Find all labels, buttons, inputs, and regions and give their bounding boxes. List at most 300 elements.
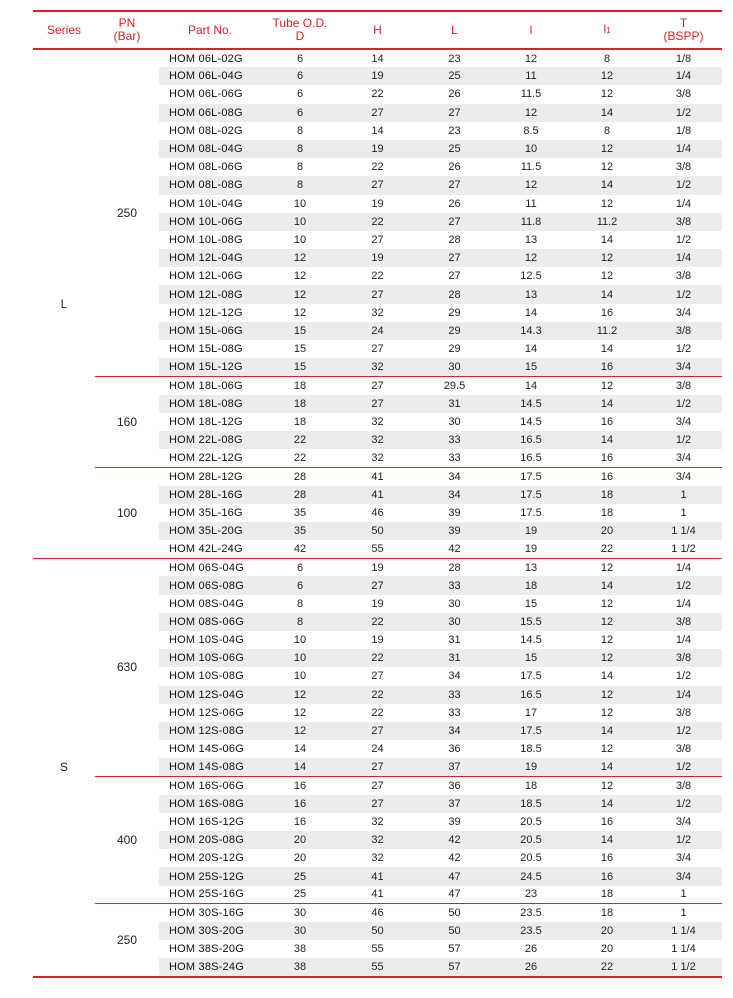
header-l: L bbox=[416, 11, 493, 49]
header-tube-od: Tube O.D. D bbox=[261, 11, 339, 49]
series-label: S bbox=[33, 558, 95, 976]
l-value: 29 bbox=[448, 343, 461, 356]
h-value: 32 bbox=[339, 431, 416, 449]
h-value: 27 bbox=[339, 104, 416, 122]
i-value: 23.5 bbox=[493, 922, 569, 940]
table-header bbox=[33, 11, 722, 49]
l-value: 23 bbox=[448, 124, 461, 137]
i-value: 14.3 bbox=[493, 322, 569, 340]
t-bspp-value: 3/4 bbox=[645, 358, 722, 376]
tube-od-value: 8 bbox=[261, 140, 339, 158]
l-value: 39 bbox=[448, 506, 461, 519]
tube-od-value: 18 bbox=[261, 376, 339, 394]
tube-od-value: 35 bbox=[293, 506, 307, 519]
i-value: 11 bbox=[525, 197, 537, 210]
i-value: 17.5 bbox=[493, 486, 569, 504]
i-value: 11.8 bbox=[493, 213, 569, 231]
part-number: HOM 14S-08G bbox=[159, 758, 261, 776]
t-bspp-value: 1 bbox=[645, 486, 722, 504]
tube-od-value: 6 bbox=[296, 52, 304, 65]
tube-od-value: 38 bbox=[261, 958, 339, 976]
header-i: l bbox=[493, 11, 569, 49]
l-value: 27 bbox=[416, 213, 493, 231]
h-value: 50 bbox=[339, 522, 416, 540]
t-bspp-value: 1 1/4 bbox=[645, 922, 722, 940]
i-value: 12 bbox=[493, 176, 569, 194]
part-number: HOM 18L-08G bbox=[159, 395, 261, 413]
i1-value: 16 bbox=[569, 358, 645, 376]
t-bspp-value: 1/4 bbox=[645, 67, 722, 85]
series-label: L bbox=[33, 49, 95, 558]
tube-od-value: 16 bbox=[293, 815, 307, 828]
part-number: HOM 08L-02G bbox=[169, 124, 243, 137]
i1-value: 22 bbox=[569, 958, 645, 976]
l-value: 34 bbox=[416, 486, 493, 504]
h-value: 19 bbox=[371, 597, 384, 610]
part-number: HOM 16S-08G bbox=[159, 795, 261, 813]
l-value: 27 bbox=[448, 270, 461, 283]
h-value: 27 bbox=[371, 670, 384, 683]
i-value: 26 bbox=[524, 943, 538, 956]
header-series: Series bbox=[33, 11, 95, 49]
part-number: HOM 12S-04G bbox=[159, 686, 261, 704]
tube-od-value: 14 bbox=[261, 758, 339, 776]
tube-od-value: 8 bbox=[261, 613, 339, 631]
table-body bbox=[33, 49, 722, 977]
l-value: 42 bbox=[448, 542, 461, 555]
part-number: HOM 12L-06G bbox=[169, 270, 243, 283]
part-number: HOM 10L-04G bbox=[169, 197, 243, 210]
l-value: 29 bbox=[416, 322, 493, 340]
l-value: 28 bbox=[416, 285, 493, 303]
i1-value: 16 bbox=[600, 451, 614, 464]
h-value: 24 bbox=[339, 322, 416, 340]
i-value: 17.5 bbox=[493, 467, 569, 485]
l-value: 28 bbox=[448, 233, 461, 246]
part-number: HOM 10L-08G bbox=[169, 233, 243, 246]
i-value: 14.5 bbox=[520, 634, 542, 647]
i-value: 17.5 bbox=[520, 506, 542, 519]
i-value: 23 bbox=[524, 888, 538, 901]
tube-od-value: 8 bbox=[296, 124, 304, 137]
t-bspp-value: 1 1/4 bbox=[645, 522, 722, 540]
t-bspp-value: 1/2 bbox=[645, 758, 722, 776]
l-value: 30 bbox=[448, 597, 461, 610]
t-bspp-value: 1/2 bbox=[645, 285, 722, 303]
tube-od-value: 6 bbox=[261, 67, 339, 85]
i-value: 13 bbox=[493, 285, 569, 303]
h-value: 27 bbox=[339, 777, 416, 795]
h-value: 24 bbox=[371, 743, 384, 756]
l-value: 42 bbox=[416, 831, 493, 849]
h-value: 27 bbox=[339, 758, 416, 776]
h-value: 22 bbox=[371, 270, 384, 283]
h-value: 19 bbox=[371, 197, 384, 210]
tube-od-value: 18 bbox=[261, 395, 339, 413]
tube-od-value: 28 bbox=[261, 486, 339, 504]
h-value: 27 bbox=[339, 285, 416, 303]
tube-od-value: 12 bbox=[261, 722, 339, 740]
i1-value: 12 bbox=[600, 270, 614, 283]
tube-od-value: 12 bbox=[261, 249, 339, 267]
i-value: 20.5 bbox=[520, 852, 542, 865]
l-value: 30 bbox=[416, 613, 493, 631]
tube-od-value: 6 bbox=[261, 558, 339, 576]
h-value: 27 bbox=[339, 376, 416, 394]
i1-value: 14 bbox=[569, 576, 645, 594]
i-value: 17 bbox=[524, 706, 538, 719]
pn-bar-value: 250 bbox=[95, 904, 159, 977]
l-value: 23 bbox=[448, 52, 461, 65]
pn-bar-value: 160 bbox=[95, 376, 159, 467]
t-bspp-value: 3/8 bbox=[645, 376, 722, 394]
i1-value: 12 bbox=[600, 197, 614, 210]
part-number: HOM 22L-08G bbox=[159, 431, 261, 449]
fitting-spec-table bbox=[33, 10, 722, 978]
tube-od-value: 22 bbox=[261, 431, 339, 449]
h-value: 22 bbox=[339, 613, 416, 631]
h-value: 55 bbox=[339, 958, 416, 976]
t-bspp-value: 3/4 bbox=[675, 415, 692, 428]
i1-value: 12 bbox=[600, 161, 614, 174]
h-value: 46 bbox=[339, 904, 416, 922]
i-value: 15 bbox=[493, 358, 569, 376]
h-value: 19 bbox=[339, 249, 416, 267]
tube-od-value: 35 bbox=[261, 522, 339, 540]
i1-value: 14 bbox=[569, 831, 645, 849]
h-value: 27 bbox=[339, 395, 416, 413]
i1-value: 12 bbox=[569, 686, 645, 704]
i1-value: 14 bbox=[569, 758, 645, 776]
l-value: 34 bbox=[416, 467, 493, 485]
h-value: 27 bbox=[339, 576, 416, 594]
tube-od-value: 15 bbox=[293, 343, 307, 356]
tube-od-value: 12 bbox=[261, 285, 339, 303]
l-value: 25 bbox=[416, 67, 493, 85]
t-bspp-value: 1 1/2 bbox=[645, 958, 722, 976]
part-number: HOM 08S-06G bbox=[159, 613, 261, 631]
i1-value: 14 bbox=[600, 670, 614, 683]
i-value: 18.5 bbox=[520, 743, 542, 756]
l-value: 36 bbox=[448, 743, 461, 756]
h-value: 41 bbox=[339, 867, 416, 885]
t-bspp-value: 3/8 bbox=[645, 322, 722, 340]
tube-od-value: 30 bbox=[261, 904, 339, 922]
h-value: 22 bbox=[371, 161, 384, 174]
t-bspp-value: 1 1/2 bbox=[671, 542, 696, 555]
h-value: 32 bbox=[371, 415, 384, 428]
l-value: 31 bbox=[448, 634, 461, 647]
table-row bbox=[33, 558, 722, 576]
tube-od-value: 6 bbox=[296, 88, 304, 101]
i-value: 19 bbox=[524, 542, 538, 555]
h-value: 41 bbox=[339, 486, 416, 504]
header-i1: l1 bbox=[569, 11, 645, 49]
pn-bar-value: 630 bbox=[95, 558, 159, 776]
t-bspp-value: 3/8 bbox=[645, 613, 722, 631]
i-value: 13 bbox=[493, 558, 569, 576]
i1-value: 12 bbox=[600, 634, 614, 647]
l-value: 37 bbox=[416, 795, 493, 813]
i-value: 14.5 bbox=[493, 395, 569, 413]
l-value: 33 bbox=[416, 576, 493, 594]
i1-value: 18 bbox=[600, 506, 614, 519]
l-value: 25 bbox=[416, 140, 493, 158]
i-value: 13 bbox=[524, 233, 538, 246]
l-value: 27 bbox=[416, 176, 493, 194]
table-row bbox=[33, 777, 722, 795]
l-value: 34 bbox=[448, 670, 461, 683]
h-value: 27 bbox=[339, 722, 416, 740]
part-number: HOM 14S-06G bbox=[169, 743, 244, 756]
i1-value: 12 bbox=[600, 706, 614, 719]
l-value: 36 bbox=[416, 777, 493, 795]
i1-value: 14 bbox=[569, 795, 645, 813]
part-number: HOM 06L-06G bbox=[169, 88, 243, 101]
l-value: 47 bbox=[448, 888, 461, 901]
i-value: 20.5 bbox=[493, 831, 569, 849]
tube-od-value: 10 bbox=[293, 634, 307, 647]
i1-value: 20 bbox=[569, 522, 645, 540]
t-bspp-value: 1/2 bbox=[645, 722, 722, 740]
h-value: 55 bbox=[371, 943, 384, 956]
l-value: 39 bbox=[416, 522, 493, 540]
l-value: 57 bbox=[448, 943, 461, 956]
l-value: 27 bbox=[416, 104, 493, 122]
tube-od-value: 14 bbox=[293, 743, 307, 756]
i-value: 12.5 bbox=[520, 270, 542, 283]
h-value: 22 bbox=[339, 686, 416, 704]
l-value: 28 bbox=[416, 558, 493, 576]
l-value: 50 bbox=[416, 922, 493, 940]
i-value: 26 bbox=[493, 958, 569, 976]
i1-value: 12 bbox=[569, 558, 645, 576]
h-value: 46 bbox=[371, 506, 384, 519]
i1-value: 20 bbox=[600, 943, 614, 956]
i-value: 19 bbox=[493, 522, 569, 540]
i1-value: 14 bbox=[600, 233, 614, 246]
t-bspp-value: 1/4 bbox=[645, 686, 722, 704]
part-number: HOM 15L-12G bbox=[159, 358, 261, 376]
i-value: 14 bbox=[524, 343, 538, 356]
tube-od-value: 30 bbox=[261, 922, 339, 940]
part-number: HOM 22L-12G bbox=[169, 451, 243, 464]
i1-value: 12 bbox=[600, 743, 614, 756]
l-value: 47 bbox=[416, 867, 493, 885]
i1-value: 16 bbox=[569, 467, 645, 485]
h-value: 22 bbox=[371, 706, 384, 719]
i1-value: 12 bbox=[569, 140, 645, 158]
part-number: HOM 12L-04G bbox=[159, 249, 261, 267]
part-number: HOM 30S-16G bbox=[159, 904, 261, 922]
i-value: 15 bbox=[524, 597, 538, 610]
part-number: HOM 10S-06G bbox=[159, 649, 261, 667]
part-number: HOM 38S-20G bbox=[169, 943, 244, 956]
t-bspp-value: 1/2 bbox=[645, 831, 722, 849]
t-bspp-value: 3/8 bbox=[645, 777, 722, 795]
part-number: HOM 12L-12G bbox=[169, 306, 243, 319]
i-value: 14.5 bbox=[520, 415, 542, 428]
h-value: 19 bbox=[339, 140, 416, 158]
h-value: 32 bbox=[371, 451, 384, 464]
part-number: HOM 08L-06G bbox=[169, 161, 243, 174]
t-bspp-value: 3/8 bbox=[675, 706, 692, 719]
tube-od-value: 22 bbox=[293, 451, 307, 464]
i1-value: 12 bbox=[600, 597, 614, 610]
l-value: 39 bbox=[448, 815, 461, 828]
t-bspp-value: 3/4 bbox=[645, 467, 722, 485]
part-number: HOM 28L-12G bbox=[159, 467, 261, 485]
tube-od-value: 10 bbox=[293, 233, 307, 246]
t-bspp-value: 1/2 bbox=[675, 670, 692, 683]
i-value: 14 bbox=[524, 306, 538, 319]
part-number: HOM 25S-12G bbox=[159, 867, 261, 885]
t-bspp-value: 1/2 bbox=[645, 395, 722, 413]
tube-od-value: 12 bbox=[293, 270, 307, 283]
t-bspp-value: 3/4 bbox=[675, 451, 692, 464]
i-value: 18 bbox=[493, 576, 569, 594]
i1-value: 16 bbox=[600, 852, 614, 865]
h-value: 55 bbox=[371, 542, 384, 555]
l-value: 29.5 bbox=[416, 376, 493, 394]
tube-od-value: 10 bbox=[293, 197, 307, 210]
tube-od-value: 8 bbox=[261, 176, 339, 194]
l-value: 33 bbox=[448, 706, 461, 719]
t-bspp-value: 3/8 bbox=[675, 270, 692, 283]
part-number: HOM 10L-06G bbox=[159, 213, 261, 231]
i1-value: 12 bbox=[569, 777, 645, 795]
part-number: HOM 16S-12G bbox=[169, 815, 244, 828]
i1-value: 12 bbox=[569, 249, 645, 267]
i-value: 11.5 bbox=[520, 161, 542, 174]
part-number: HOM 35L-16G bbox=[169, 506, 243, 519]
t-bspp-value: 3/8 bbox=[675, 88, 692, 101]
i1-value: 16 bbox=[600, 306, 614, 319]
tube-od-value: 12 bbox=[293, 706, 307, 719]
h-value: 32 bbox=[339, 831, 416, 849]
i1-value: 20 bbox=[569, 922, 645, 940]
i-value: 18 bbox=[493, 777, 569, 795]
part-number: HOM 06S-08G bbox=[159, 576, 261, 594]
t-bspp-value: 1/2 bbox=[675, 343, 692, 356]
t-bspp-value: 1/4 bbox=[675, 197, 692, 210]
i1-value: 12 bbox=[569, 613, 645, 631]
table-row bbox=[33, 49, 722, 67]
i1-value: 14 bbox=[569, 285, 645, 303]
l-value: 31 bbox=[416, 395, 493, 413]
h-value: 22 bbox=[339, 213, 416, 231]
h-value: 14 bbox=[371, 124, 384, 137]
tube-od-value: 8 bbox=[296, 161, 304, 174]
h-value: 19 bbox=[339, 67, 416, 85]
tube-od-value: 16 bbox=[261, 777, 339, 795]
header-pn: PN (Bar) bbox=[95, 11, 159, 49]
h-value: 50 bbox=[339, 922, 416, 940]
h-value: 41 bbox=[339, 467, 416, 485]
t-bspp-value: 1/4 bbox=[675, 634, 692, 647]
tube-od-value: 15 bbox=[261, 322, 339, 340]
i-value: 11 bbox=[493, 67, 569, 85]
tube-od-value: 20 bbox=[293, 852, 307, 865]
tube-od-value: 25 bbox=[293, 888, 307, 901]
h-value: 14 bbox=[371, 52, 384, 65]
t-bspp-value: 1/2 bbox=[645, 795, 722, 813]
i-value: 20.5 bbox=[520, 815, 542, 828]
h-value: 32 bbox=[339, 358, 416, 376]
l-value: 50 bbox=[416, 904, 493, 922]
h-value: 27 bbox=[371, 233, 384, 246]
i1-value: 12 bbox=[569, 649, 645, 667]
part-number: HOM 12S-06G bbox=[169, 706, 244, 719]
tube-od-value: 20 bbox=[261, 831, 339, 849]
l-value: 57 bbox=[416, 958, 493, 976]
t-bspp-value: 3/4 bbox=[675, 306, 692, 319]
t-bspp-value: 3/4 bbox=[675, 852, 692, 865]
i1-value: 14 bbox=[569, 431, 645, 449]
t-bspp-value: 3/8 bbox=[675, 161, 692, 174]
h-value: 27 bbox=[339, 176, 416, 194]
l-value: 33 bbox=[416, 686, 493, 704]
table-row bbox=[33, 467, 722, 485]
i-value: 12 bbox=[493, 104, 569, 122]
tube-od-value: 10 bbox=[261, 213, 339, 231]
h-value: 19 bbox=[371, 634, 384, 647]
table-row bbox=[33, 904, 722, 922]
l-value: 26 bbox=[448, 88, 461, 101]
l-value: 31 bbox=[416, 649, 493, 667]
l-value: 33 bbox=[416, 431, 493, 449]
t-bspp-value: 3/4 bbox=[675, 815, 692, 828]
i1-value: 8 bbox=[603, 124, 611, 137]
t-bspp-value: 1/4 bbox=[675, 597, 692, 610]
t-bspp-value: 1/8 bbox=[675, 52, 692, 65]
pn-bar-value: 400 bbox=[95, 777, 159, 904]
i-value: 16.5 bbox=[493, 431, 569, 449]
l-value: 27 bbox=[416, 249, 493, 267]
h-value: 22 bbox=[339, 649, 416, 667]
tube-od-value: 10 bbox=[293, 670, 307, 683]
part-number: HOM 20S-08G bbox=[159, 831, 261, 849]
i-value: 15.5 bbox=[493, 613, 569, 631]
header-h: H bbox=[339, 11, 416, 49]
t-bspp-value: 1/4 bbox=[645, 558, 722, 576]
part-number: HOM 25S-16G bbox=[169, 888, 244, 901]
tube-od-value: 15 bbox=[261, 358, 339, 376]
part-number: HOM 28L-16G bbox=[159, 486, 261, 504]
part-number: HOM 42L-24G bbox=[169, 542, 243, 555]
tube-od-value: 28 bbox=[261, 467, 339, 485]
h-value: 27 bbox=[371, 343, 384, 356]
i1-value: 18 bbox=[569, 904, 645, 922]
i-value: 23.5 bbox=[493, 904, 569, 922]
i-value: 15 bbox=[493, 649, 569, 667]
t-bspp-value: 1 bbox=[645, 904, 722, 922]
i1-value: 14 bbox=[569, 395, 645, 413]
header-part-no: Part No. bbox=[159, 11, 261, 49]
i1-value: 8 bbox=[603, 52, 611, 65]
t-bspp-value: 3/4 bbox=[645, 867, 722, 885]
l-value: 33 bbox=[448, 451, 461, 464]
t-bspp-value: 1 1/4 bbox=[671, 943, 696, 956]
i1-value: 12 bbox=[569, 67, 645, 85]
part-number: HOM 10S-08G bbox=[169, 670, 244, 683]
i1-value: 12 bbox=[569, 376, 645, 394]
i-value: 14 bbox=[493, 376, 569, 394]
t-bspp-value: 3/8 bbox=[645, 649, 722, 667]
part-number: HOM 16S-06G bbox=[159, 777, 261, 795]
tube-od-value: 8 bbox=[296, 597, 304, 610]
i-value: 12 bbox=[524, 52, 538, 65]
